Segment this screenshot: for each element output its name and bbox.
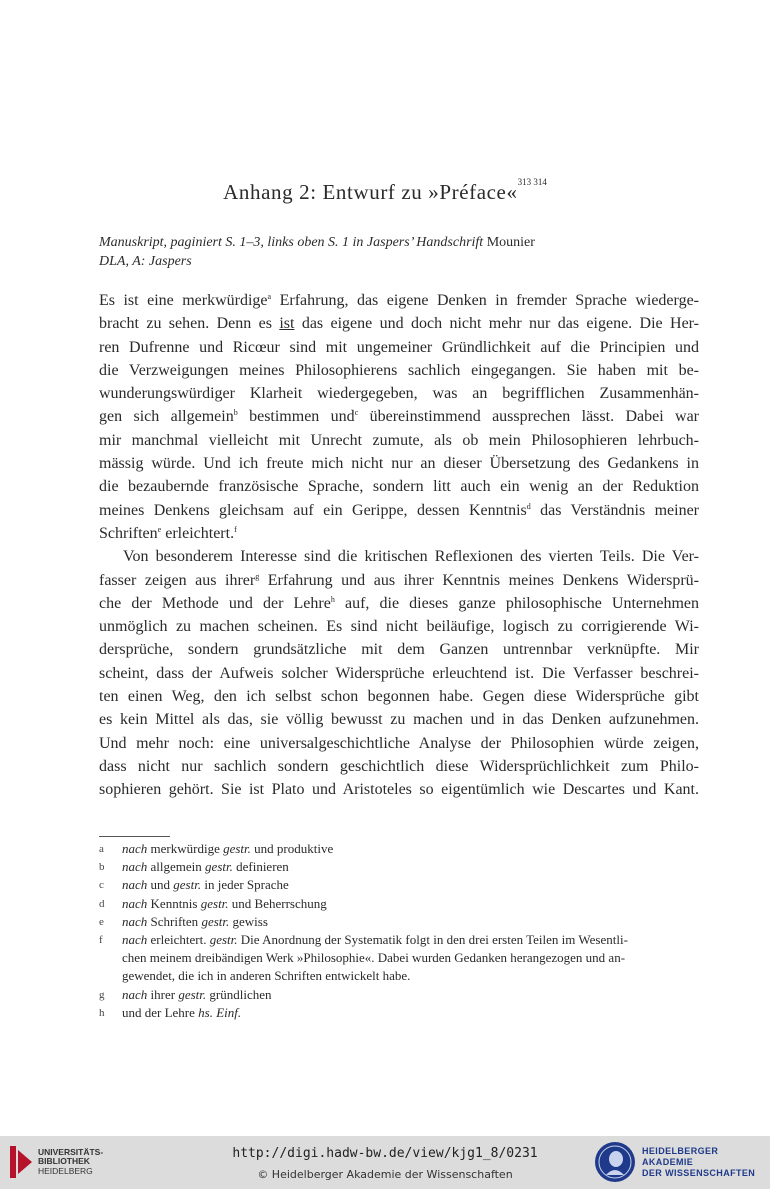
text-line: Schriften$^e$ erleichtert.$^f$ (99, 524, 237, 542)
text-line: ren Dufrenne und Ricœur sind mit ungemeiner Gründlichkeit auf die Principien und (99, 338, 699, 356)
text-line: fasser zeigen aus ihrer$^g$ Erfahrung und aus ihrer Kenntnis meines Denkens Widersprü- (99, 571, 699, 589)
footnote-item: e nach Schriften gestr. gewiss (99, 913, 268, 929)
footnote-ref: g (255, 571, 260, 581)
source-note (99, 233, 699, 271)
academy-name: HEIDELBERGER AKADEMIE DER WISSENSCHAFTEN (642, 1145, 756, 1178)
text-line: bracht zu sehen. Denn es ist das eigene und doch nicht mehr nur das eigene. Die Her- (99, 315, 700, 333)
page-title (0, 177, 770, 205)
text-line: es kein Mittel als das, sie völlig bewusst zu machen und in das Denken aufzunehmen. (99, 711, 699, 729)
body-text (99, 289, 699, 802)
text-line: ten einen Weg, den ich selbst schon begonnen habe. Gegen diese Widersprüche gibt (99, 688, 699, 706)
footnote-ref: b (233, 408, 238, 418)
text-line: unmöglich zu machen scheinen. Es sind nicht beiläufige, logisch zu corrigierende Wi- (99, 618, 699, 636)
footnote-item: f nach erleichtert. gestr. Die Anordnung der Systematik folgt in den drei ersten Teilen im Wesentli- chen meinem dreibändigen Werk »Philosophie«. Dabei wurden Gedanken herangezogen und an- gewendet, die ich in anderen Schriften entwickelt habe. (99, 932, 628, 984)
footnote-item: h und der Lehre hs. Einf. (99, 1004, 242, 1020)
footnote-ref: d (526, 501, 531, 511)
text-line: Von besonderem Interesse sind die kritischen Reflexionen des vierten Teils. Die Ver- (123, 548, 699, 566)
academy-seal-icon (594, 1141, 636, 1183)
text-line: dersprüche, sondern grundsätzliche mit dem Ganzen untrennbar verknüpfte. Mir (99, 641, 699, 659)
footnote-item: c nach und gestr. in jeder Sprache (99, 877, 289, 893)
library-name: UNIVERSITÄTS- BIBLIOTHEK HEIDELBERG (38, 1146, 104, 1176)
text-line: wunderungswürdiger Klarheit wiedergegeben, was an begrifflichen Zusammenhän- (99, 385, 699, 403)
text-line: Und mehr noch: eine universalgeschichtliche Analyse der Philosophien würde zeigen, (99, 734, 699, 752)
text-line: scheint, dass der Aufweis solcher Widersprüche erleuchtend ist. Die Verfasser beschrei- (99, 664, 699, 682)
text-line: die bezaubernde französische Sprache, sondern litt auch ein wenig an der Reduktion (99, 478, 699, 496)
footnote-ref: c (354, 408, 359, 418)
footnote-divider (99, 836, 170, 837)
text-line: Es ist eine merkwürdige$^a$ Erfahrung, das eigene Denken in fremder Sprache wiederge- (99, 292, 699, 309)
source-archive: DLA, A: Jaspers (99, 254, 192, 269)
underlined-word: ist (279, 315, 295, 333)
footnote-ref: f (234, 524, 237, 534)
footnote-item: a nach merkwürdige gestr. und produktive (99, 841, 334, 856)
footnotes (99, 840, 699, 1022)
text-line: mir manchmal vielleicht mit Unrecht zumute, als ob mein Philosophieren lehrbuch- (99, 431, 699, 449)
text-line: sophieren gehört. Sie ist Plato und Aristoteles so eigentümlich wie Descartes und Kant. (99, 781, 699, 799)
footnote-ref: a (267, 292, 272, 301)
source-description: Manuskript, paginiert S. 1–3, links oben S. 1 in Jaspers’ Handschrift (99, 235, 484, 250)
source-name: Mounier (486, 235, 535, 250)
footnote-item: d nach Kenntnis gestr. und Beherrschung (99, 895, 327, 911)
footnote-item: g nach ihrer gestr. gründlichen (99, 986, 272, 1002)
title-footnote-refs: 313 314 (517, 177, 547, 187)
viewer-footer (0, 1136, 770, 1189)
footnote-item: b nach allgemein gestr. definieren (99, 859, 289, 875)
title-text: Anhang 2: Entwurf zu »Préface« (223, 180, 518, 204)
text-line: mässig würde. Und ich freute mich nicht nur an dieser Übersetzung des Gedankens in (99, 455, 699, 473)
text-line: meines Denkens gleichsam auf ein Gerippe, dessen Kenntnis$^d$ das Verständnis meiner (99, 501, 699, 519)
text-line: dass nicht nur sachlich sondern geschichtlich diese Widersprüchlichkeit zum Philo- (99, 757, 699, 775)
footnote-ref: h (330, 594, 335, 604)
footnote-ref: e (157, 524, 162, 534)
copyright-text: © Heidelberger Akademie der Wissenschaften (257, 1168, 513, 1181)
academy-logo[interactable] (594, 1141, 770, 1183)
text-line: che der Methode und der Lehre$^h$ auf, die dieses ganze philosophische Unternehmen (99, 594, 700, 612)
text-line: gen sich allgemein$^b$ bestimmen und$^c$ übereinstimmend aussprechen lässt. Dabei war (99, 408, 700, 426)
text-line: die Verzweigungen meines Philosophierens sachlich eingegangen. Sie haben mit be- (99, 361, 699, 379)
permalink-url[interactable]: http://digi.hadw-bw.de/view/kjg1_8/0231 (232, 1146, 538, 1161)
